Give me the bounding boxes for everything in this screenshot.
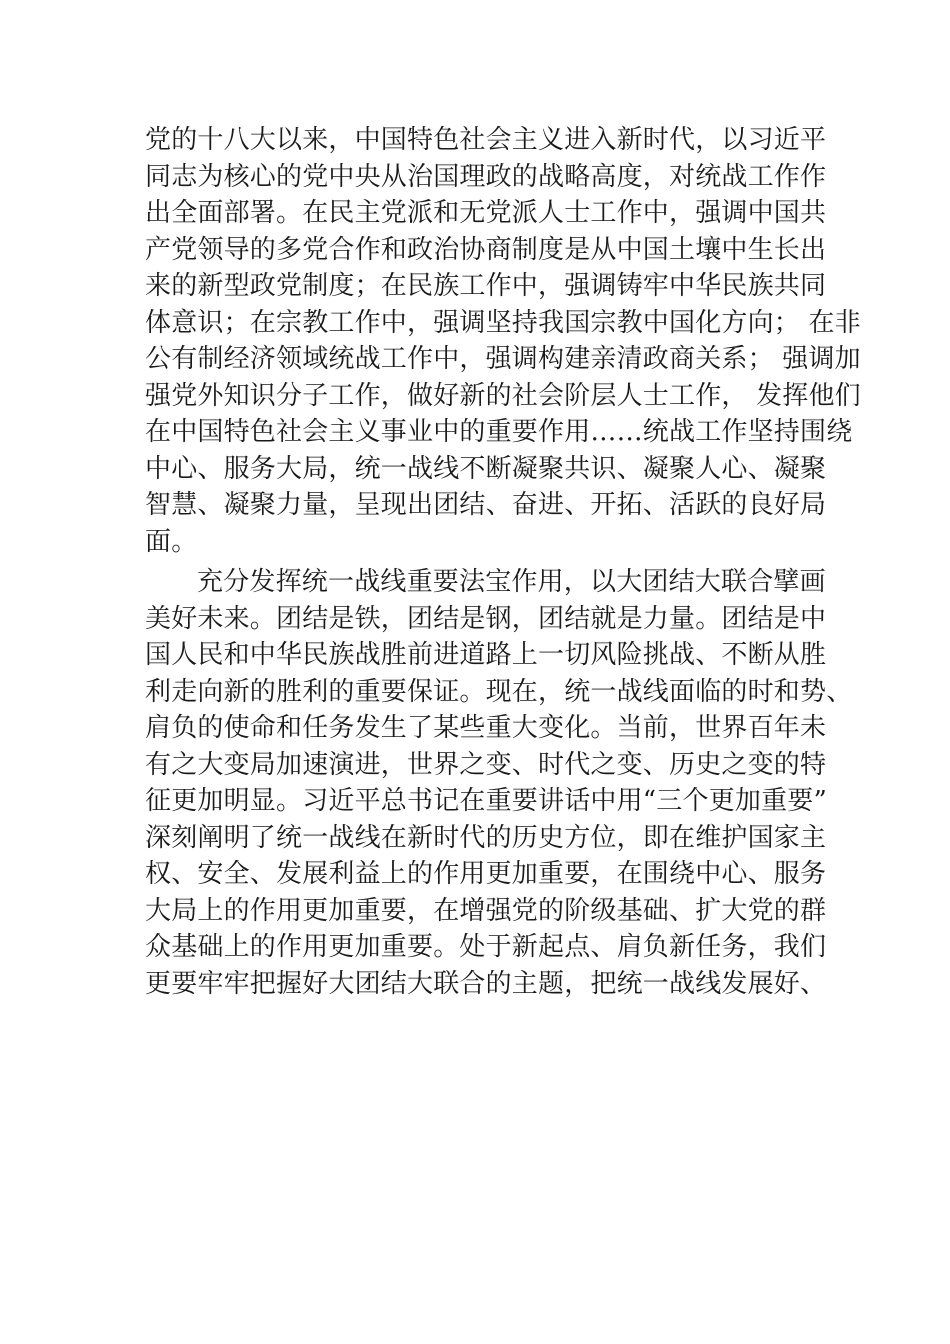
document-body (145, 122, 861, 1002)
text-line: 国人民和中华民族战胜前进道路上一切风险挑战、不断从胜 (145, 640, 827, 670)
text-line: 利走向新的胜利的重要保证。现在，统一战线面临的时和势、 (145, 676, 853, 707)
text-line: 党的十八大以来，中国特色社会主义进入新时代，以习近平 (145, 125, 827, 155)
text-line: 美好未来。团结是铁，团结是钢，团结就是力量。团结是中 (145, 603, 827, 634)
text-line: 众基础上的作用更加重要。处于新起点、肩负新任务，我们 (145, 932, 827, 962)
text-line: 深刻阐明了统一战线在新时代的历史方位，即在维护国家主 (145, 822, 827, 853)
text-line: 产党领导的多党合作和政治协商制度是从中国土壤中生长出 (145, 234, 827, 265)
paragraph-2 (145, 564, 853, 1002)
text-line: 同志为核心的党中央从治国理政的战略高度，对统战工作作 (145, 161, 827, 192)
text-line: 公有制经济领域统战工作中，强调构建亲清政商关系； 强调加 (145, 344, 861, 374)
text-line: 面。 (145, 526, 198, 557)
text-line: 肩负的使命和任务发生了某些重大变化。当前，世界百年未 (145, 713, 827, 743)
paragraph-1 (145, 122, 861, 560)
text-line: 权、安全、发展利益上的作用更加重要，在围绕中心、服务 (145, 859, 827, 889)
text-line: 出全面部署。在民主党派和无党派人士工作中，强调中国共 (145, 198, 827, 228)
text-line: 强党外知识分子工作，做好新的社会阶层人士工作， 发挥他们 (145, 380, 861, 411)
text-line: 体意识；在宗教工作中，强调坚持我国宗教中国化方向； 在非 (145, 307, 861, 338)
text-line: 智慧、凝聚力量，呈现出团结、奋进、开拓、活跃的良好局 (145, 490, 827, 520)
text-line: 来的新型政党制度；在民族工作中，强调铸牢中华民族共同 (145, 271, 827, 301)
text-line: 征更加明显。习近平总书记在重要讲话中用“三个更加重要” (145, 786, 827, 816)
text-line: 中心、服务大局，统一战线不断凝聚共识、凝聚人心、凝聚 (145, 453, 827, 484)
text-line: 有之大变局加速演进，世界之变、时代之变、历史之变的特 (145, 749, 827, 780)
text-line: 在中国特色社会主义事业中的重要作用……统战工作坚持围绕 (145, 417, 853, 447)
text-line: 更要牢牢把握好大团结大联合的主题，把统一战线发展好、 (145, 968, 827, 999)
text-line: 大局上的作用更加重要，在增强党的阶级基础、扩大党的群 (145, 895, 827, 926)
text-line-indented: 充分发挥统一战线重要法宝作用，以大团结大联合擘画 (197, 567, 826, 597)
